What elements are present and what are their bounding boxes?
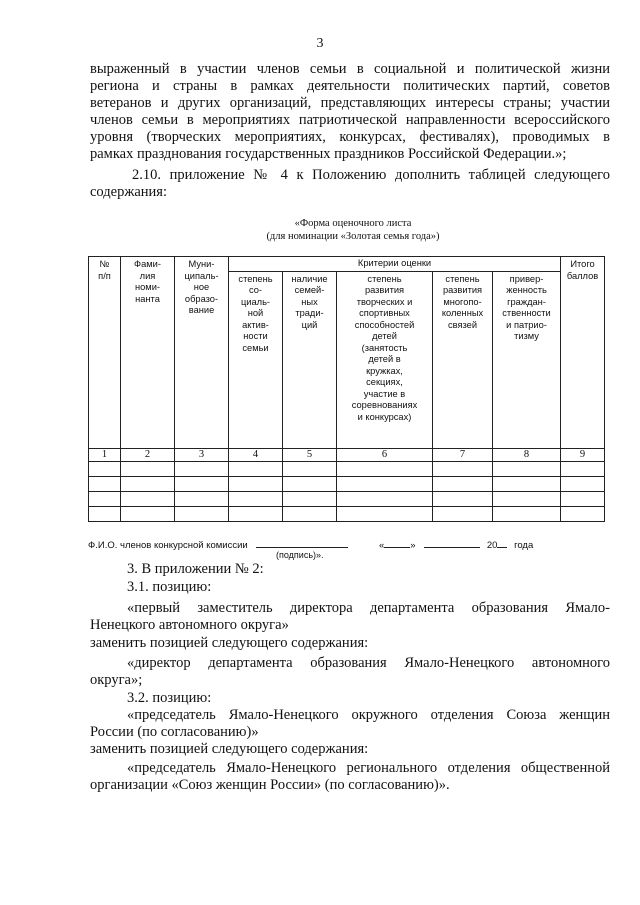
old-position-3-2-line: «председатель Ямало-Ненецкого окружного отделения Союза женщин — [127, 707, 610, 723]
new-position-3-1-line: округа»; — [90, 672, 143, 688]
date-year-suffix: года — [514, 540, 534, 551]
intro-line: ветеранов и других организаций, представляющих интересы страны; участии — [90, 95, 610, 111]
column-number: 4 — [229, 448, 283, 461]
header-nominee-name: Фами- лия номи- нанта — [121, 257, 175, 449]
date-open-quote: « — [378, 540, 385, 551]
criterion-social-activity: степень со- циаль- ной актив- ности семьи — [229, 271, 283, 448]
subsection-3-1: 3.1. позицию: — [127, 579, 212, 595]
date-year-prefix: 20 — [486, 540, 498, 551]
column-number: 1 — [89, 448, 121, 461]
criterion-family-traditions: наличие семей- ных тради- ций — [283, 271, 337, 448]
column-number: 2 — [121, 448, 175, 461]
table-row — [89, 506, 605, 521]
header-num: № п/п — [89, 257, 121, 449]
column-numbers-row — [89, 448, 605, 461]
old-position-3-1-line: «первый заместитель директора департамента образования Ямало- — [127, 600, 610, 616]
signature-caption: (подпись)». — [276, 550, 324, 560]
criterion-children-abilities: степень развития творческих и спортивных способностей детей (занятость детей в кружках, секциях, участие в соревнованиях и конкурсах) — [337, 271, 433, 448]
column-number: 5 — [283, 448, 337, 461]
replace-label: заменить позицией следующего содержания: — [90, 741, 369, 757]
old-position-3-1-line: Ненецкого автономного округа» — [90, 617, 289, 633]
clause-2-10-line: 2.10. приложение № 4 к Положению дополнить таблицей следующего — [132, 167, 610, 183]
intro-line: членов семьи в мероприятиях патриотической направленности всероссийского — [90, 112, 610, 128]
new-position-3-1-line: «директор департамента образования Ямало-Ненецкого автономного — [127, 655, 610, 671]
column-number: 9 — [561, 448, 605, 461]
intro-line: выраженный в участии членов семьи в социальной и политической жизни — [90, 61, 610, 77]
criterion-generational-ties: степень развития многопо- коленных связей — [433, 271, 493, 448]
replace-label: заменить позицией следующего содержания: — [90, 635, 369, 651]
signature-blank — [256, 538, 348, 548]
section-3-heading: 3. В приложении № 2: — [127, 561, 264, 577]
subsection-3-2: 3.2. позицию: — [127, 690, 212, 706]
table-row — [89, 491, 605, 506]
column-number: 6 — [337, 448, 433, 461]
table-header-row — [89, 257, 605, 272]
criterion-patriotism: привер- женность граждан- ственности и патрио- тизму — [493, 271, 561, 448]
new-position-3-2-line: «председатель Ямало-Ненецкого регионального отделения общественной — [127, 760, 610, 776]
intro-line: рамках празднования государственных праздников Российской Федерации.»; — [90, 146, 567, 162]
date-close-quote: » — [410, 540, 416, 551]
column-number: 3 — [175, 448, 229, 461]
column-number: 7 — [433, 448, 493, 461]
table-row — [89, 461, 605, 476]
signature-label: Ф.И.О. членов конкурсной комиссии — [88, 540, 248, 551]
intro-line: региона и страны в рамках деятельности политических партий, советов — [90, 78, 610, 94]
date-day-blank — [384, 538, 410, 548]
header-municipality: Муни- ципаль- ное образо- вание — [175, 257, 229, 449]
evaluation-table — [88, 256, 605, 522]
form-title: «Форма оценочного листа — [294, 218, 412, 229]
clause-2-10-line: содержания: — [90, 184, 168, 200]
date-month-blank — [424, 538, 480, 548]
new-position-3-2-line: организации «Союз женщин России» (по согласованию)». — [90, 777, 450, 793]
header-total: Итого баллов — [561, 257, 605, 449]
date-year-blank — [497, 538, 507, 548]
column-number: 8 — [493, 448, 561, 461]
header-criteria-group: Критерии оценки — [229, 257, 561, 272]
form-subtitle: (для номинации «Золотая семья года») — [266, 231, 440, 242]
table-row — [89, 476, 605, 491]
old-position-3-2-line: России (по согласованию)» — [90, 724, 259, 740]
intro-line: уровня (творческих мероприятиях, конкурсах, фестивалях), проводимых в — [90, 129, 610, 145]
page-number: 3 — [316, 36, 324, 51]
